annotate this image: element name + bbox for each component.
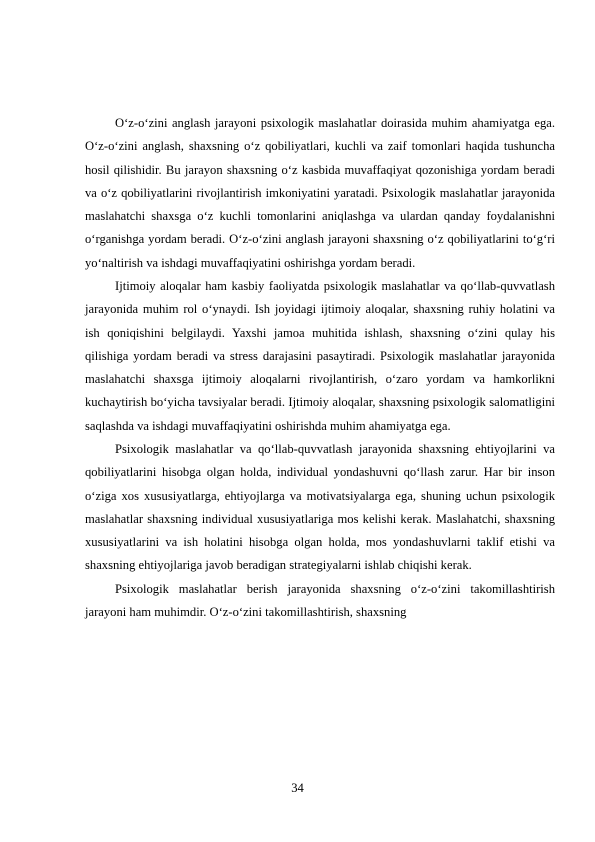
paragraph-individual-approach: Psixologik maslahatlar va qo‘llab-quvvatlash jarayonida shaxsning ehtiyojlarini va qobiliyatlarini hisobga olgan holda, individual yondashuvni qo‘llash zarur. Har bir inson o‘ziga xos xususiyatlarga, ehtiyojlarga va motivatsiyalarga ega, shuning uchun psixologik maslahatlar shaxsning individual xususiyatlariga mos kelishi kerak. Maslahatchi, shaxsning xususiyatlarini va ish holatini hisobga olgan holda, mos yondashuvlarni taklif etishi va shaxsning ehtiyojlariga javob beradigan strategiyalarni ishlab chiqishi kerak. (85, 441, 555, 573)
page-number: 34 (291, 781, 304, 795)
paragraph-self-awareness: O‘z-o‘zini anglash jarayoni psixologik maslahatlar doirasida muhim ahamiyatga ega. O‘z-o‘zini anglash, shaxsning o‘z qobiliyatlari, kuchli va zaif tomonlari haqida tushuncha hosil qilishidir. Bu jarayon shaxsning o‘z kasbida muvaffaqiyat qozonishiga yordam beradi va o‘z qobiliyatlarini rivojlantirish imkoniyatini yaratadi. Psixologik maslahatlar jarayonida maslahatchi shaxsga o‘z kuchli tomonlarini aniqlashga va ulardan qanday foydalanishni o‘rganishga yordam beradi. O‘z-o‘zini anglash jarayoni shaxsning o‘z qobiliyatlarini to‘g‘ri yo‘naltirish va ishdagi muvaffaqiyatini oshirishga yordam beradi. (85, 116, 555, 270)
paragraph-social-relations: Ijtimoiy aloqalar ham kasbiy faoliyatda psixologik maslahatlar va qo‘llab-quvvatlash jarayonida muhim rol o‘ynaydi. Ish joyidagi ijtimoiy aloqalar, shaxsning ruhiy holatini va ish qoniqishini belgilaydi. Yaxshi jamoa muhitida ishlash, shaxsning o‘zini qulay his qilishiga yordam beradi va stress darajasini pasaytiradi. Psixologik maslahatlar jarayonida maslahatchi shaxsga ijtimoiy aloqalarni rivojlantirish, o‘zaro yordam va hamkorlikni kuchaytirish bo‘yicha tavsiyalar beradi. Ijtimoiy aloqalar, shaxsning psixologik salomatligini saqlashda va ishdagi muvaffaqiyatini oshirishda muhim ahamiyatga ega. (85, 278, 555, 433)
paragraph-self-improvement: Psixologik maslahatlar berish jarayonida shaxsning o‘z-o‘zini takomillashtirish jarayoni ham muhimdir. O‘z-o‘zini takomillashtirish, shaxsning (85, 581, 555, 619)
body-text (85, 112, 555, 624)
